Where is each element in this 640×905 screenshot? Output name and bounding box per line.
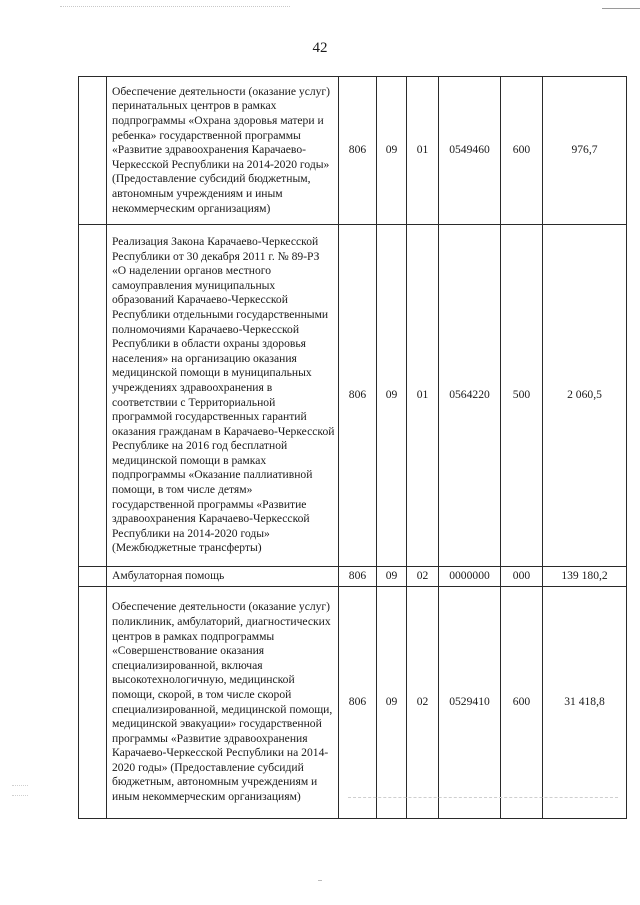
row-target-article: 0549460	[439, 77, 501, 225]
row-grbs: 806	[339, 225, 377, 567]
row-target-article: 0529410	[439, 587, 501, 819]
row-subsection: 02	[407, 587, 439, 819]
row-sum: 31 418,8	[543, 587, 627, 819]
row-subsection: 01	[407, 77, 439, 225]
row-target-article: 0564220	[439, 225, 501, 567]
row-expense-type: 600	[501, 587, 543, 819]
table-row	[79, 587, 627, 819]
scan-artifact	[60, 6, 290, 11]
row-grbs: 806	[339, 77, 377, 225]
row-section: 09	[377, 587, 407, 819]
scan-margin-tick	[12, 795, 28, 796]
row-target-article: 0000000	[439, 567, 501, 587]
row-sum: 2 060,5	[543, 225, 627, 567]
row-expense-type: 500	[501, 225, 543, 567]
row-section: 09	[377, 567, 407, 587]
budget-table	[78, 76, 627, 819]
table-row	[79, 225, 627, 567]
table-row	[79, 77, 627, 225]
table-row	[79, 567, 627, 587]
row-subsection: 01	[407, 225, 439, 567]
page-number: 42	[312, 40, 328, 56]
row-name: Реализация Закона Карачаево-Черкесской Республики от 30 декабря 2011 г. № 89-РЗ «О наделении органов местного самоуправления муниципальных образований Карачаево-Черкесской Республики отдельными государственными полномочиями Карачаево-Черкесской Республики в области охраны здоровья населения» на организацию оказания медицинской помощи в муниципальных учреждениях здравоохранения в соответствии с Территориальной программой государственных гарантий оказания гражданам в Карачаево-Черкесской Республике на 2016 год бесплатной медицинской помощи в рамках подпрограммы «Оказание паллиативной помощи, в том числе детям» государственной программы «Развитие здравоохранения Карачаево-Черкесской Республики на 2014-2020 годы» (Межбюджетные трансферты)	[107, 225, 339, 567]
row-sum: 139 180,2	[543, 567, 627, 587]
row-expense-type: 600	[501, 77, 543, 225]
row-grbs: 806	[339, 567, 377, 587]
row-expense-type: 000	[501, 567, 543, 587]
row-blank-cell	[79, 225, 107, 567]
row-blank-cell	[79, 587, 107, 819]
row-blank-cell	[79, 77, 107, 225]
row-grbs: 806	[339, 587, 377, 819]
row-sum: 976,7	[543, 77, 627, 225]
row-section: 09	[377, 225, 407, 567]
row-name: Амбулаторная помощь	[107, 567, 339, 587]
scan-dot	[318, 880, 322, 881]
row-subsection: 02	[407, 567, 439, 587]
scan-margin-tick	[12, 785, 28, 786]
row-name: Обеспечение деятельности (оказание услуг) поликлиник, амбулаторий, диагностических центров в рамках подпрограммы «Совершенствование оказания специализированной, включая высокотехнологичную, медицинской помощи, скорой, в том числе скорой специализированной, медицинской помощи, медицинской эвакуации» государственной программы «Развитие здравоохранения Карачаево-Черкесской Республики на 2014-2020 годы» (Предоставление субсидий бюджетным, автономным учреждениям и иным некоммерческим организациям)	[107, 587, 339, 819]
row-name: Обеспечение деятельности (оказание услуг) перинатальных центров в рамках подпрограммы «Охрана здоровья матери и ребенка» государственной программы «Развитие здравоохранения Карачаево-Черкесской Республики на 2014-2020 годы» (Предоставление субсидий бюджетным, автономным учреждениям и иным некоммерческим организациям)	[107, 77, 339, 225]
scan-edge-mark	[602, 8, 640, 9]
scan-dash-artifact	[348, 797, 618, 798]
row-section: 09	[377, 77, 407, 225]
row-blank-cell	[79, 567, 107, 587]
